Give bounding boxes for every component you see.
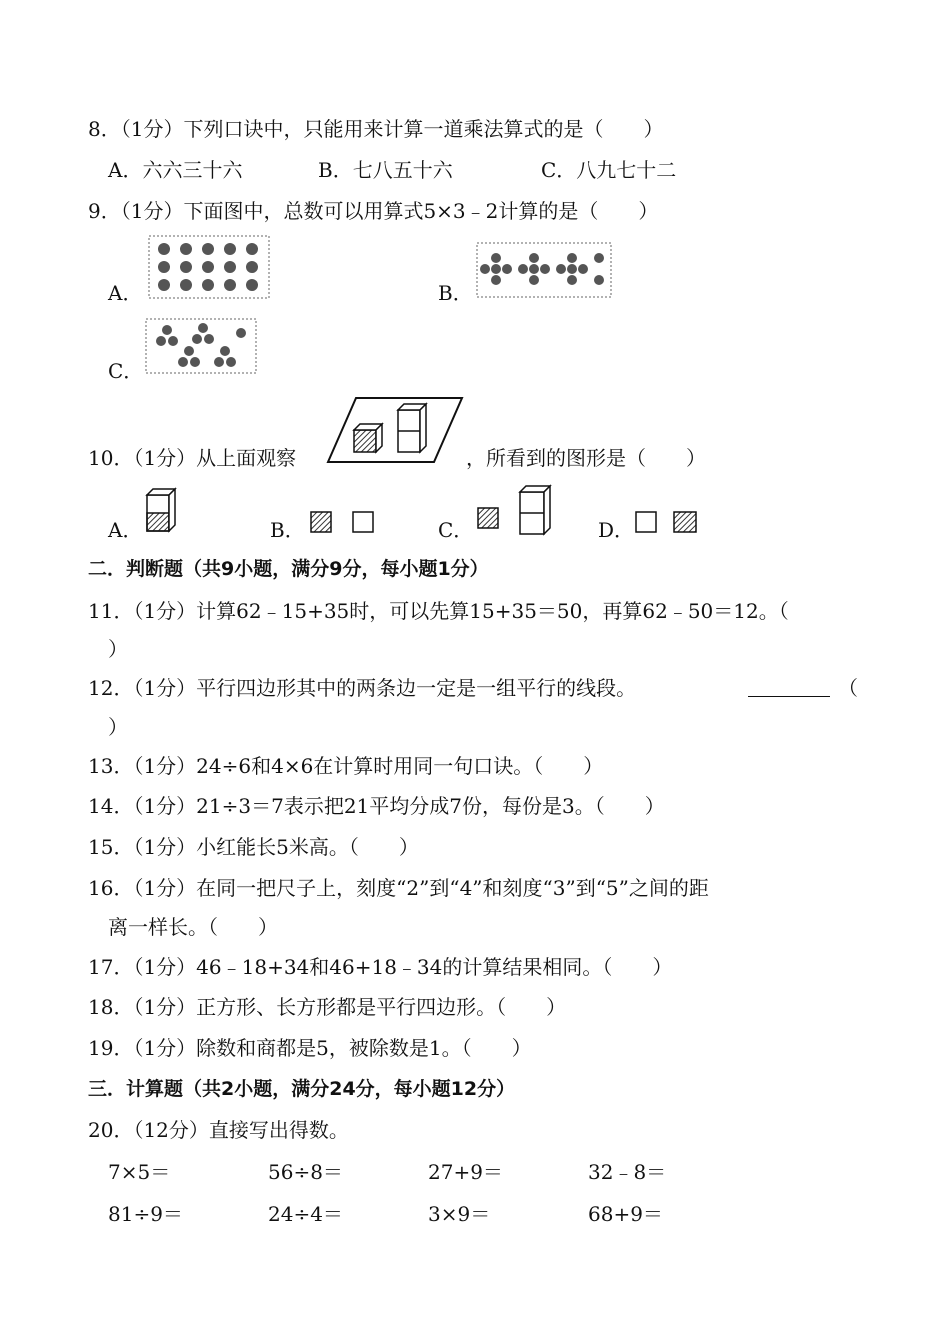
q9-figure-c	[145, 318, 257, 374]
q20-item: 3×9＝	[428, 1202, 491, 1226]
q20-stem: 20．（12分）直接写出得数。	[88, 1118, 349, 1142]
q9-option-a[interactable]: A．	[108, 281, 143, 305]
q10-figure-c	[474, 484, 554, 536]
q11-line-1: 11．（1分）计算62﹣15+35时，可以先算15+35＝50，再算62﹣50＝12。（	[88, 599, 789, 623]
q20-item: 68+9＝	[588, 1202, 663, 1226]
q9-figure-a	[148, 235, 270, 299]
q16-line-2: 离一样长。（ ）	[108, 915, 278, 939]
q12-answer-blank[interactable]	[748, 678, 830, 697]
section-3-title: 三．计算题（共2小题，满分24分，每小题12分）	[88, 1078, 516, 1100]
q10-figure-b	[308, 509, 378, 535]
q20-item: 32﹣8＝	[588, 1160, 667, 1184]
q9-stem: 9．（1分）下面图中，总数可以用算式5×3﹣2计算的是（ ）	[88, 199, 659, 223]
q12-line-2: ）	[108, 715, 128, 739]
q20-item: 24÷4＝	[268, 1202, 343, 1226]
q10-stem-post: ，所看到的图形是（ ）	[466, 446, 706, 470]
q9-option-b[interactable]: B．	[438, 281, 473, 305]
q20-item: 81÷9＝	[108, 1202, 183, 1226]
q18: 18．（1分）正方形、长方形都是平行四边形。（ ）	[88, 995, 567, 1019]
q14: 14．（1分）21÷3＝7表示把21平均分成7份，每份是3。（ ）	[88, 794, 665, 818]
q16-line-1: 16．（1分）在同一把尺子上，刻度“2”到“4”和刻度“3”到“5”之间的距	[88, 876, 709, 900]
q13: 13．（1分）24÷6和4×6在计算时用同一句口诀。（ ）	[88, 754, 604, 778]
q15: 15．（1分）小红能长5米高。（ ）	[88, 835, 419, 859]
q10-option-c[interactable]: C．	[438, 518, 474, 542]
q10-option-d[interactable]: D．	[598, 518, 635, 542]
q12-paren-open: （	[838, 676, 858, 700]
q8-stem: 8．（1分）下列口诀中，只能用来计算一道乘法算式的是（ ）	[88, 117, 664, 141]
q9-figure-b	[476, 242, 612, 298]
q20-item: 27+9＝	[428, 1160, 503, 1184]
q19: 19．（1分）除数和商都是5，被除数是1。（ ）	[88, 1036, 532, 1060]
q20-item: 7×5＝	[108, 1160, 171, 1184]
q10-option-b[interactable]: B．	[270, 518, 305, 542]
q10-stem-pre: 10．（1分）从上面观察	[88, 446, 297, 470]
q8-option-c[interactable]: C．八九七十二	[541, 158, 677, 182]
q20-item: 56÷8＝	[268, 1160, 343, 1184]
q10-stem-figure	[326, 396, 464, 464]
q10-figure-a	[145, 487, 179, 533]
q17: 17．（1分）46﹣18+34和46+18﹣34的计算结果相同。（ ）	[88, 955, 673, 979]
q8-option-b[interactable]: B．七八五十六	[318, 158, 453, 182]
q10-option-a[interactable]: A．	[108, 518, 143, 542]
q12-line-1	[88, 676, 636, 700]
q10-figure-d	[632, 509, 702, 535]
q8-option-a[interactable]: A．六六三十六	[108, 158, 243, 182]
q12-text: 12．（1分）平行四边形其中的两条边一定是一组平行的线段。	[88, 676, 637, 700]
q11-line-2: ）	[108, 637, 128, 661]
section-2-title: 二．判断题（共9小题，满分9分，每小题1分）	[88, 558, 489, 580]
q9-option-c[interactable]: C．	[108, 359, 144, 383]
